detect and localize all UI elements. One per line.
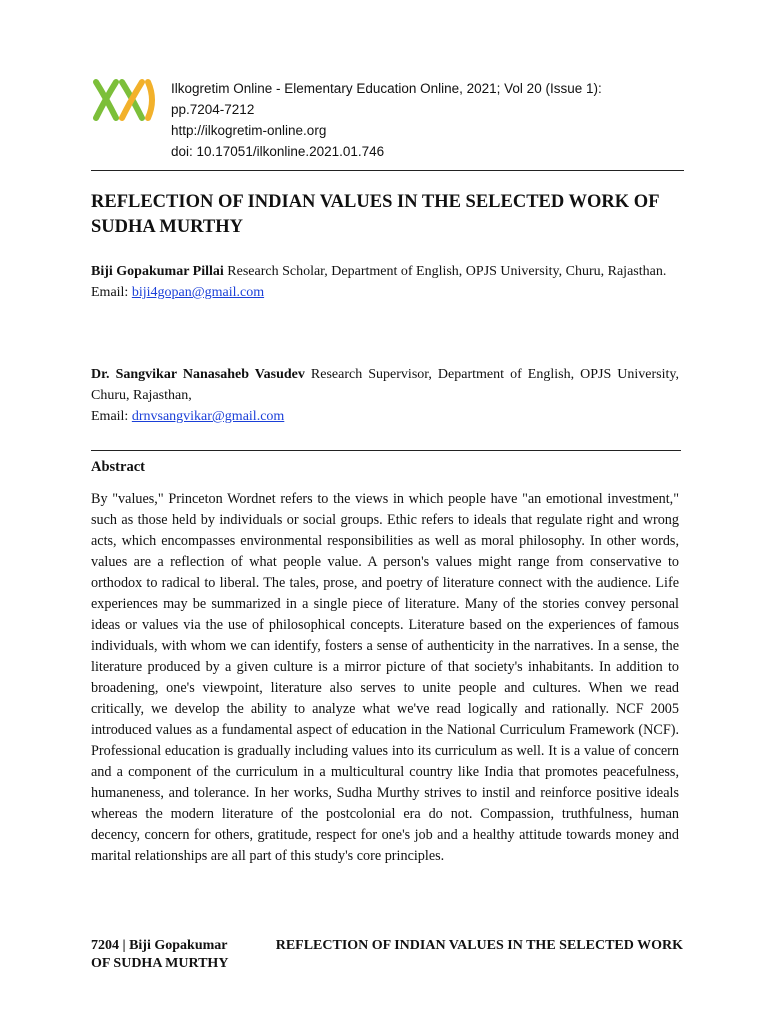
email-label: Email: (91, 409, 132, 424)
journal-pages: pp.7204-7212 (171, 102, 255, 117)
journal-citation: Ilkogretim Online - Elementary Education Online, 2021; Vol 20 (Issue 1): (171, 81, 602, 96)
abstract-body: By "values," Princeton Wordnet refers to the views in which people have "an emotional investment," such as those held by individuals or social groups. Ethic refers to ideals that regulate right and wrong acts, which encompasses environmental responsibilities as well as moral philosophy. In other words, values are a reflection of what people value. A person's values might range from conservative to orthodox to radical to liberal. The tales, prose, and poetry of literature connect with the audience. Life experiences may be summarized in a single piece of literature. Many of the stories convey personal ideas or values via the use of philosophical concepts. Literature based on the experiences of famous individuals, with whom we can identify, fosters a sense of authenticity in the narratives. In a sense, the literature produced by a given culture is a mirror picture of that society's inhabitants. In addition to broadening, one's viewpoint, literature also serves to unite people and cultures. When we read critically, we develop the ability to analyze what we've read logically and rationally. NCF 2005 introduced values as a fundamental aspect of education in the National Curriculum Framework (NCF). Professional education is gradually including values into its curriculum as well. It is a value of concern and a component of the curriculum in a multicultural country like India that promotes peacefulness, humaneness, and tolerance. In her works, Sudha Murthy strives to instil and reinforce positive ideals whereas the modern literature of the postcolonial era do not. Compassion, truthfulness, human decency, concern for others, gratitude, respect for one's job and a healthy attitude towards money and marital relationships are all part of this study's core principles. (91, 491, 679, 864)
abstract-heading: Abstract (91, 459, 145, 475)
author-email-link[interactable]: biji4gopan@gmail.com (131, 285, 265, 300)
footer-running-title-cont: OF SUDHA MURTHY (91, 956, 229, 971)
journal-url[interactable]: http://ilkogretim-online.org (171, 123, 327, 138)
author-affiliation: Research Scholar, Department of English, OPJS University, Churu, Rajasthan. (223, 264, 667, 279)
author-name: Biji Gopakumar Pillai (91, 264, 224, 279)
author-block-2 (91, 364, 679, 427)
author-affiliation: Research Supervisor, Department of English, OPJS University, Churu, Rajasthan, (91, 367, 679, 403)
email-label: Email: (91, 285, 132, 300)
author-email-link[interactable]: drnvsangvikar@gmail.com (131, 409, 285, 424)
footer-page-author: 7204 | Biji Gopakumar (91, 938, 228, 953)
author-name: Dr. Sangvikar Nanasaheb Vasudev (91, 367, 305, 382)
footer-running-title: REFLECTION OF INDIAN VALUES IN THE SELECTED WORK (275, 938, 683, 953)
paper-title: REFLECTION OF INDIAN VALUES IN THE SELECTED WORK OF SUDHA MURTHY (91, 192, 659, 237)
journal-doi: doi: 10.17051/ilkonline.2021.01.746 (171, 144, 385, 159)
journal-logo-icon (92, 74, 164, 126)
journal-info (171, 78, 641, 162)
header-divider (91, 170, 684, 171)
abstract-divider (91, 450, 681, 451)
author-block-1 (91, 261, 679, 303)
